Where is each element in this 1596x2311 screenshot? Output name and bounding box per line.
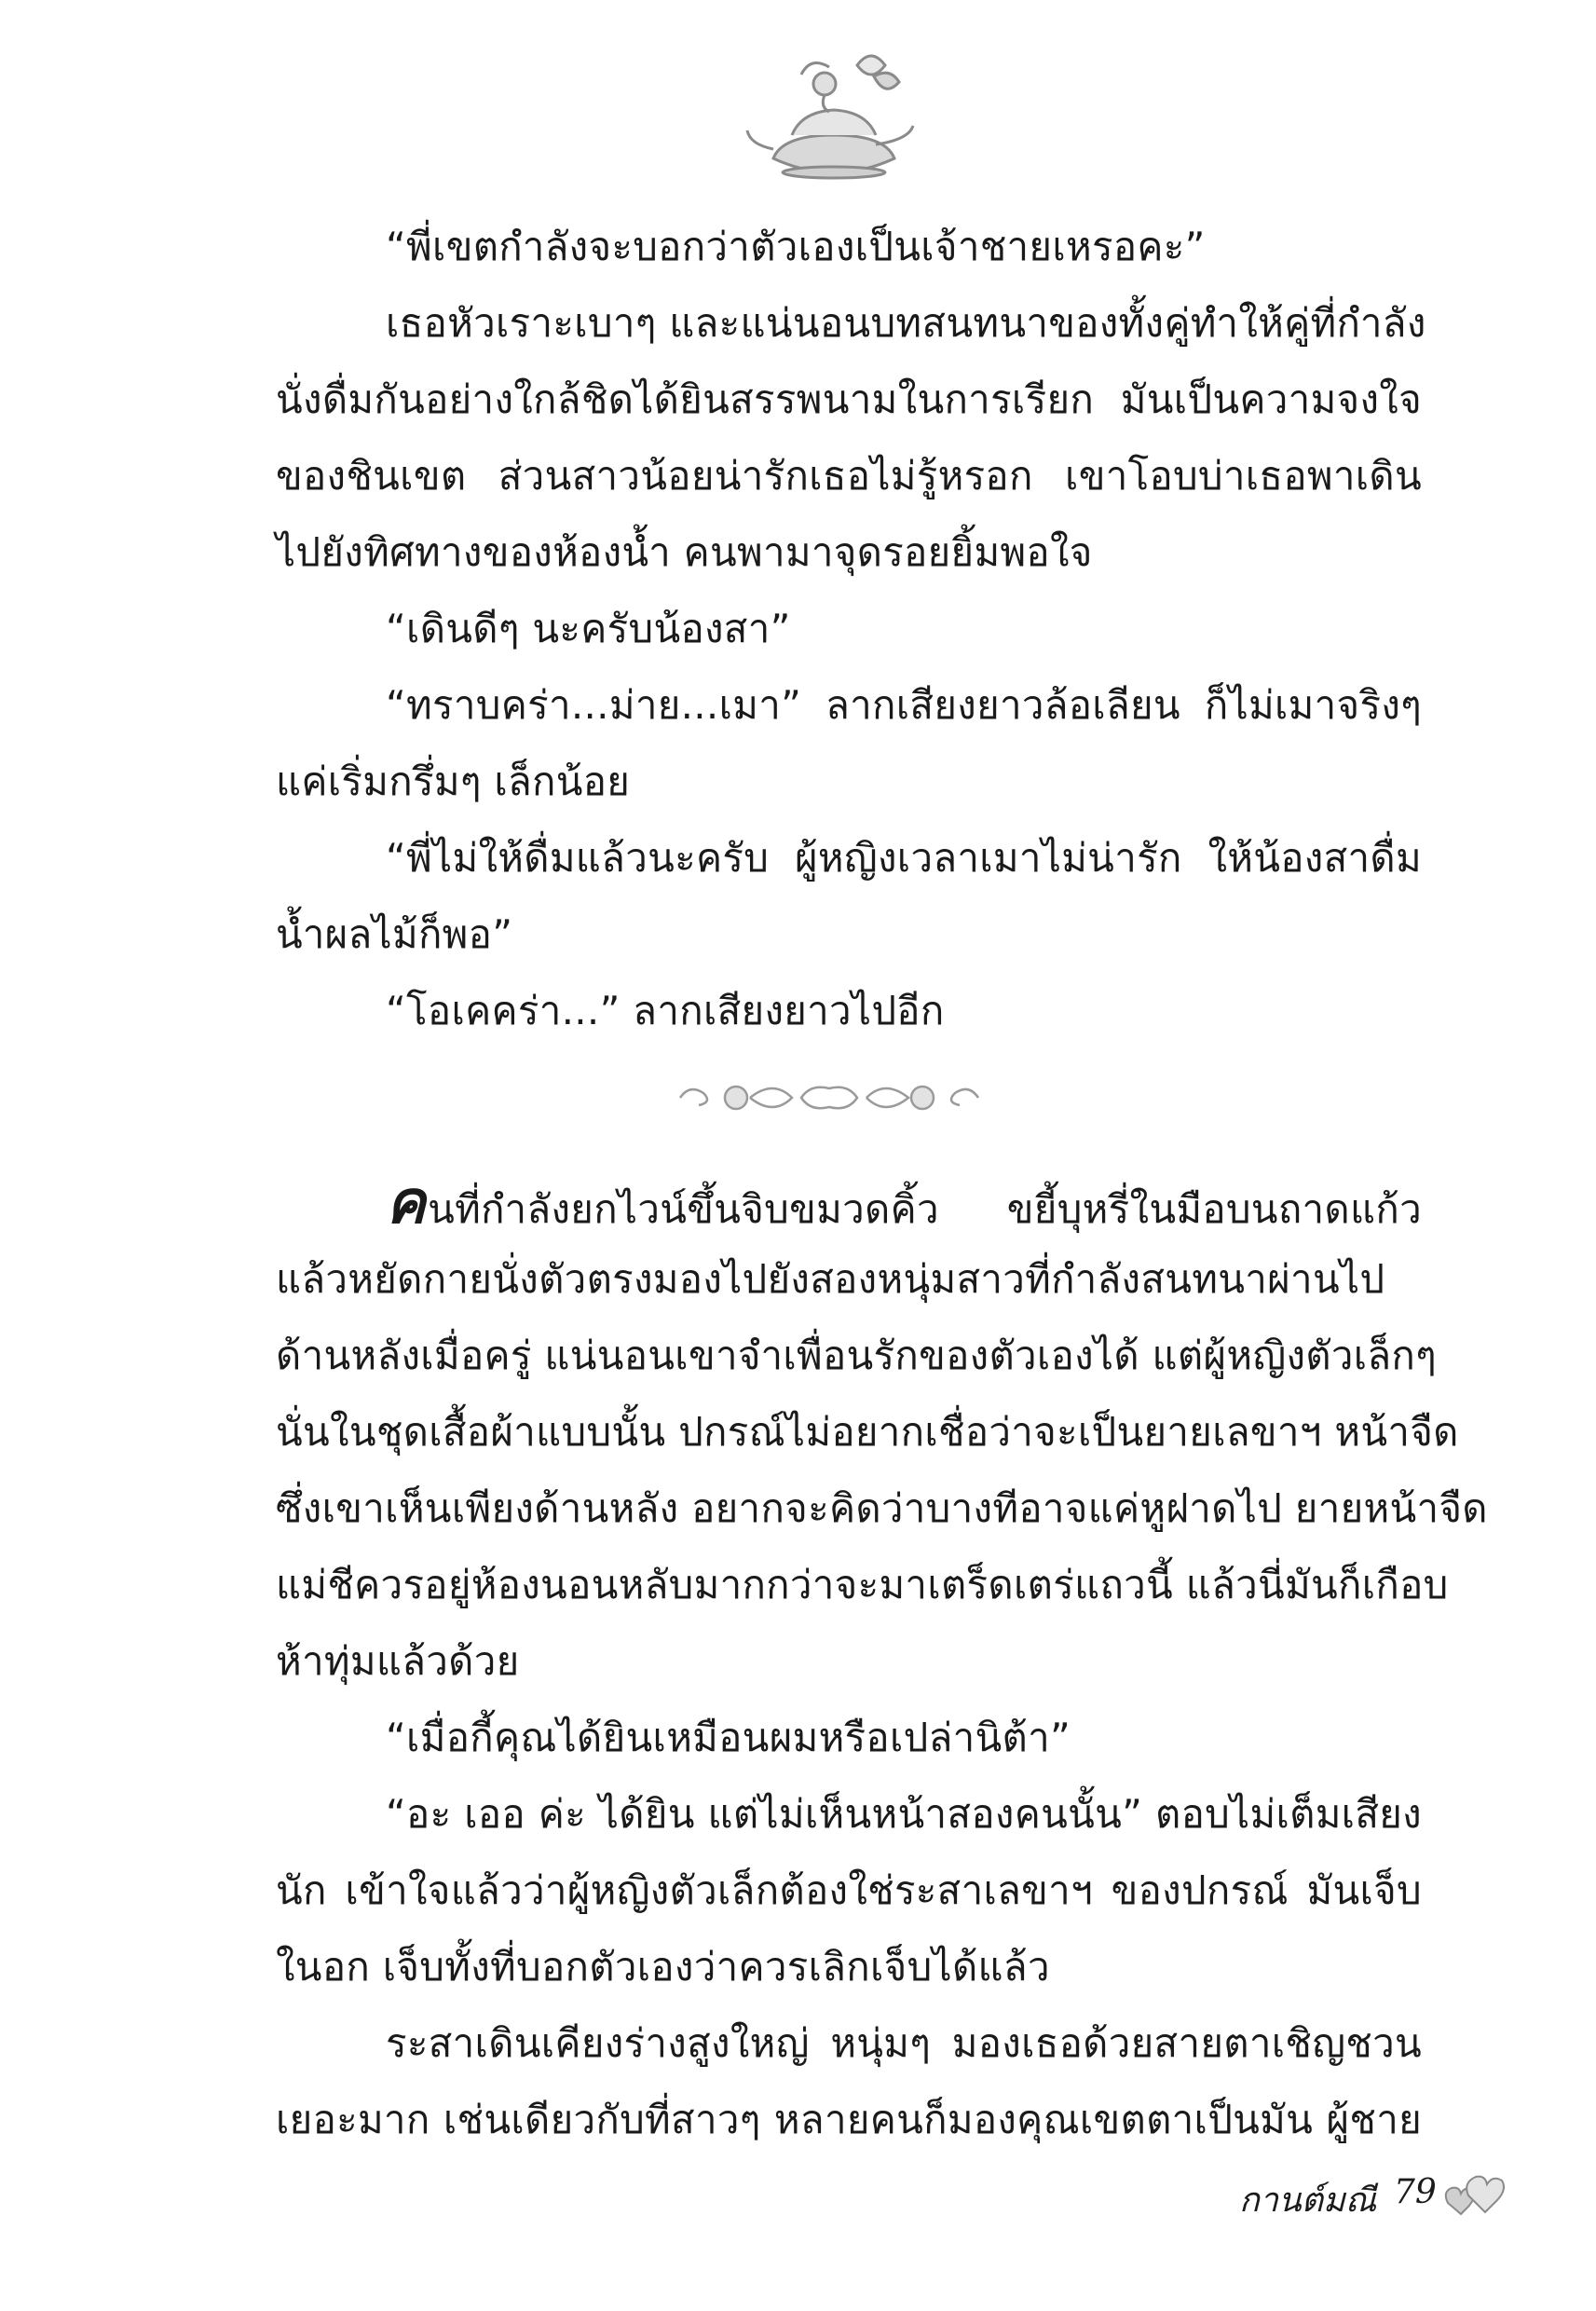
paragraph-line: ห้าทุ่มแล้วด้วย	[276, 1638, 520, 1684]
book-title: กานต์มณี	[1239, 2181, 1377, 2220]
paragraph-line: ด้านหลังเมื่อครู่ แน่นอนเขาจำเพื่อนรักของตัวเองได้ แต่ผู้หญิงตัวเล็กๆ	[276, 1333, 1438, 1378]
paragraph-line: น้ำผลไม้ก็พอ”	[276, 911, 513, 957]
paragraph-line: “โอเคคร่า...” ลากเสียงยาวไปอีก	[386, 988, 945, 1033]
paragraph-line: “พี่เขตกำลังจะบอกว่าตัวเองเป็นเจ้าชายเหรอคะ”	[386, 224, 1206, 269]
flourish-divider-icon	[671, 1070, 988, 1126]
paragraph-first-line	[276, 1165, 1422, 1241]
drop-cap: ค	[386, 1169, 427, 1238]
paragraph-line: แค่เริ่มกรึ่มๆ เล็กน้อย	[276, 759, 631, 804]
section-2	[276, 1165, 1488, 2158]
paragraph-line: เธอหัวเราะเบาๆ และแน่นอนบทสนทนาของทั้งคู่ทำให้คู่ที่กำลัง	[386, 300, 1426, 346]
paragraph-line: เยอะมาก เช่นเดียวกับที่สาวๆ หลายคนก็มองคุณเขตตาเป็นมัน ผู้ชาย	[276, 2097, 1422, 2142]
paragraph-line: ในอก เจ็บทั้งที่บอกตัวเองว่าควรเลิกเจ็บได้แล้ว	[276, 1944, 1050, 1990]
paragraph-line: ซึ่งเขาเห็นเพียงด้านหลัง อยากจะคิดว่าบางทีอาจแค่หูฝาดไป ยายหน้าจืด	[276, 1485, 1488, 1531]
paragraph-line: นั่นในชุดเสื้อผ้าแบบนั้น ปกรณ์ไม่อยากเชื่อว่าจะเป็นยายเลขาฯ หน้าจืด	[276, 1409, 1459, 1455]
paragraph-line: “ทราบคร่า...ม่าย...เมา” ลากเสียงยาวล้อเลียน ก็ไม่เมาจริงๆ	[386, 682, 1422, 728]
paragraph-line: ของชินเขต ส่วนสาวน้อยน่ารักเธอไม่รู้หรอก เขาโอบบ่าเธอพาเดิน	[276, 453, 1422, 499]
section-1	[276, 209, 1426, 1049]
paragraph-line: “เมื่อกี้คุณได้ยินเหมือนผมหรือเปล่านิต้า”	[386, 1715, 1071, 1760]
paragraph-line: แล้วหยัดกายนั่งตัวตรงมองไปยังสองหนุ่มสาวที่กำลังสนทนาผ่านไป	[276, 1256, 1385, 1302]
paragraph-line: ไปยังทิศทางของห้องน้ำ คนพามาจุดรอยยิ้มพอใจ	[276, 529, 1093, 575]
first-line-text: นที่กำลังยกไวน์ขึ้นจิบขมวดคิ้ว ขยี้บุหรี่ในมือบนถาดแก้ว	[428, 1186, 1422, 1232]
paragraph-line: นัก เข้าใจแล้วว่าผู้หญิงตัวเล็กต้องใช่ระสาเลขาฯ ของปกรณ์ มันเจ็บ	[276, 1867, 1422, 1913]
paragraph-line: นั่งดื่มกันอย่างใกล้ชิดได้ยินสรรพนามในการเรียก มันเป็นความจงใจ	[276, 376, 1422, 422]
page-number: 79	[1394, 2173, 1437, 2211]
paragraph-line: ระสาเดินเคียงร่างสูงใหญ่ หนุ่มๆ มองเธอด้วยสายตาเชิญชวน	[386, 2020, 1422, 2066]
page-footer	[1118, 2162, 1491, 2236]
hearts-icon	[1440, 2167, 1507, 2220]
paragraph-line: “พี่ไม่ให้ดื่มแล้วนะครับ ผู้หญิงเวลาเมาไม่น่ารัก ให้น้องสาดื่ม	[386, 835, 1422, 881]
cupid-lamp-ornament-icon	[736, 47, 932, 186]
paragraph-line: “เดินดีๆ นะครับน้องสา”	[386, 606, 791, 651]
paragraph-line: “อะ เออ ค่ะ ได้ยิน แต่ไม่เห็นหน้าสองคนนั้น” ตอบไม่เต็มเสียง	[386, 1791, 1422, 1837]
paragraph-line: แม่ชีควรอยู่ห้องนอนหลับมากกว่าจะมาเตร็ดเตร่แถวนี้ แล้วนี่มันก็เกือบ	[276, 1562, 1449, 1607]
